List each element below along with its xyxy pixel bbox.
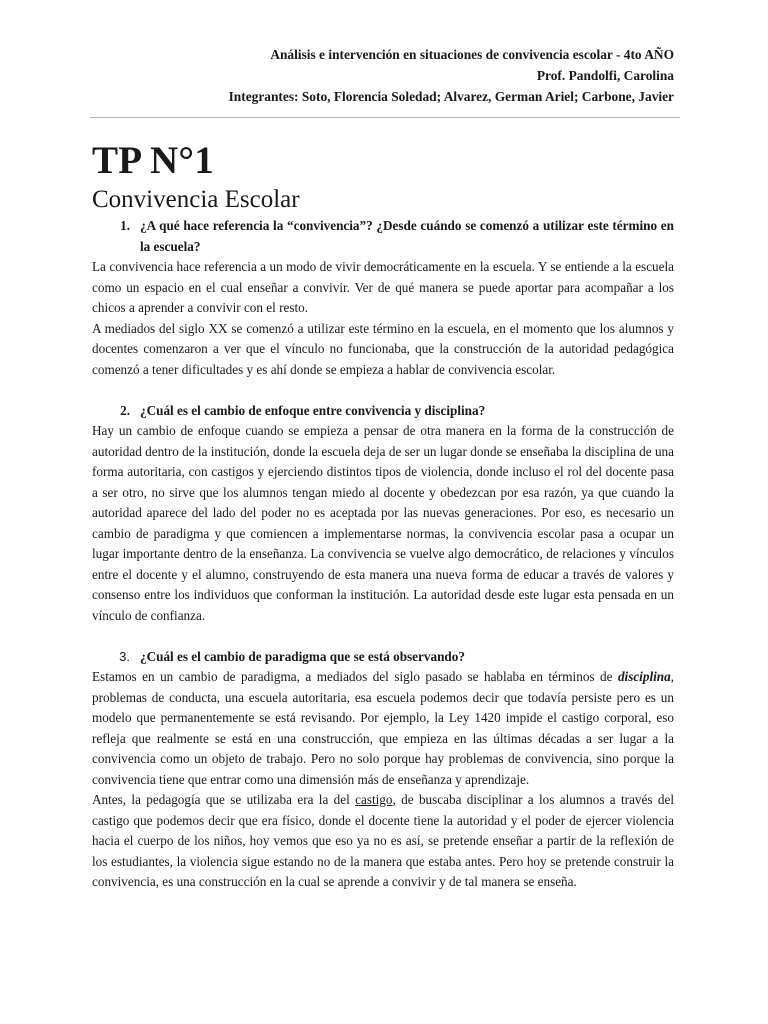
answer-3-paragraph-1 bbox=[92, 667, 674, 790]
question-2-number: 2. bbox=[120, 402, 130, 418]
answer-3-p1-start: Estamos en un cambio de paradigma, a mediados del siglo pasado se hablaba en términos de bbox=[92, 669, 618, 684]
emphasis-disciplina: disciplina bbox=[617, 669, 671, 684]
header-course-line: Análisis e intervención en situaciones de convivencia escolar - 4to AÑO bbox=[270, 47, 674, 62]
spacer bbox=[92, 380, 674, 401]
question-1-text: ¿A qué hace referencia la “convivencia”? ¿Desde cuándo se comenzó a utilizar este término en la escuela? bbox=[140, 218, 674, 254]
question-1 bbox=[92, 216, 674, 257]
spacer bbox=[92, 626, 674, 647]
question-3 bbox=[92, 647, 674, 668]
document-page bbox=[92, 0, 674, 893]
document-title: TP N°1 bbox=[92, 139, 214, 182]
answer-3-p2-start: Antes, la pedagogía que se utilizaba era la del bbox=[92, 792, 356, 807]
question-3-text: ¿Cuál es el cambio de paradigma que se está observando? bbox=[140, 648, 465, 664]
answer-3-paragraph-2 bbox=[92, 790, 674, 893]
answer-2-paragraph-1: Hay un cambio de enfoque cuando se empieza a pensar de otra manera en la forma de la construcción de autoridad dentro de la institución, donde la escuela deja de ser un lugar donde se enseñaba la disciplina de una forma autoritaria, con castigos y ejerciendo distintos tipos de violencia, donde incluso el rol del docente pasa a ser otro, no sirve que los alumnos tengan miedo al docente y obedezcan por esa razón, ya que cuando la autoridad aparece del lado del poder no es aceptada por las nuevas generaciones. Por eso, es necesario un cambio de paradigma y que comiencen a implementarse normas, la convivencia escolar pasa a ocupar un lugar importante dentro de la enseñanza. La convivencia se vuelve algo democrático, de relaciones y vínculos entre el docente y el alumno, construyendo de esta manera una nueva forma de educar a través de valores y consenso entre los individuos que conforman la institución. La autoridad desde este lugar esta pensada en un vínculo de confianza. bbox=[92, 423, 674, 623]
document-header bbox=[92, 44, 674, 107]
question-1-number: 1. bbox=[120, 218, 130, 233]
header-divider bbox=[90, 117, 680, 118]
document-subtitle: Convivencia Escolar bbox=[92, 186, 300, 213]
question-3-number: 3. bbox=[119, 648, 130, 664]
header-members-line: Integrantes: Soto, Florencia Soledad; Alvarez, German Ariel; Carbone, Javier bbox=[228, 89, 674, 104]
answer-1-paragraph-2: A mediados del siglo XX se comenzó a utilizar este término en la escuela, en el momento que los alumnos y docentes comenzaron a ver que el vínculo no funcionaba, que la construcción de la autoridad pedagógica comenzó a tener dificultades y es ahí donde se empieza a hablar de convivencia escolar. bbox=[92, 320, 674, 377]
underlined-castigo: castigo bbox=[355, 792, 393, 807]
header-professor-line: Prof. Pandolfi, Carolina bbox=[536, 68, 674, 83]
answer-1-paragraph-1: La convivencia hace referencia a un modo de vivir democráticamente en la escuela. Y se entiende a la escuela como un espacio en el cual enseñar a convivir. Ver de qué manera se puede aportar para acompañar a los chicos a aprender a convivir con el resto. bbox=[92, 259, 674, 315]
answer-3-p2-end: , de buscaba disciplinar a los alumnos a través del castigo que podemos decir que era físico, donde el docente tiene la autoridad y el poder de ejercer violencia hacia el cuerpo de los niños, hoy vemos que eso ya no es así, se pretende enseñar a partir de la reflexión de los estudiantes, la violencia sigue estando no de la manera que estaba antes. Pero hoy se pretende construir la convivencia, es una construcción en la cual se aprende a convivir y de tal manera se enseña. bbox=[92, 792, 674, 889]
question-2 bbox=[92, 401, 674, 422]
question-2-text: ¿Cuál es el cambio de enfoque entre convivencia y disciplina? bbox=[140, 402, 486, 418]
answer-3-p1-end: , problemas de conducta, una escuela autoritaria, esa escuela podemos decir que todavía persiste pero es un modelo que permanentemente se está revisando. Por ejemplo, la Ley 1420 impide el castigo corporal, eso refleja que realmente se está en una construcción, que empieza en las últimas décadas a ser lugar a la convivencia como un objeto de trabajo. Pero no solo porque hay problemas de convivencia, sino porque la convivencia tiene que entrar como una dimensión más de enseñanza y aprendizaje. bbox=[92, 669, 674, 787]
